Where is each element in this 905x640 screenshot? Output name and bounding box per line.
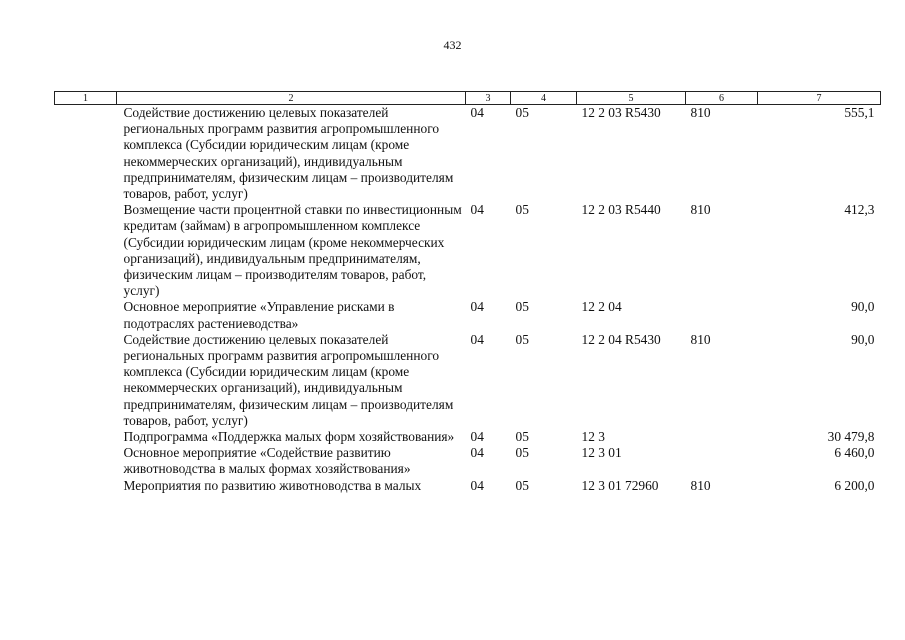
- amount: 30 479,8: [827, 429, 875, 445]
- item-name: Мероприятия по развитию животноводства в малых: [123, 477, 422, 493]
- section-code: 04: [470, 477, 484, 493]
- column-header-6: 6: [686, 92, 758, 105]
- table-row: [55, 299, 881, 331]
- amount: 6 460,0: [834, 445, 875, 461]
- section-code: 04: [470, 445, 484, 461]
- amount: 6 200,0: [834, 477, 875, 493]
- table-row: [55, 202, 881, 299]
- budget-table: [54, 91, 881, 494]
- column-header-4: 4: [511, 92, 577, 105]
- item-name: Возмещение части процентной ставки по инвестиционным кредитам (займам) в агропромышленном комплексе (Субсидии юридическим лицам (кроме некоммерческих организаций), индивидуальным предпринимателям, физическим лицам – производителям товаров, работ, услуг): [123, 202, 462, 299]
- subsection-code: 05: [515, 202, 529, 218]
- table-row: [55, 429, 881, 445]
- target-article-code: 12 2 04: [581, 299, 622, 315]
- row-number-cell: [55, 429, 117, 445]
- section-code: 04: [470, 105, 484, 120]
- section-code: 04: [470, 331, 484, 347]
- column-header-5: 5: [577, 92, 686, 105]
- amount: 90,0: [851, 331, 875, 347]
- table-header-row: [55, 92, 881, 105]
- row-number-cell: [55, 202, 117, 299]
- subsection-code: 05: [515, 299, 529, 315]
- row-number-cell: [55, 445, 117, 477]
- item-name: Основное мероприятие «Управление рисками в подотраслях растениеводства»: [123, 299, 395, 331]
- row-number-cell: [55, 105, 117, 203]
- table-row: [55, 332, 881, 429]
- expense-type-code: 810: [690, 202, 711, 218]
- column-header-3: 3: [466, 92, 511, 105]
- table-row: [55, 105, 881, 203]
- target-article-code: 12 3 01 72960: [581, 477, 659, 493]
- expense-type-code: 810: [690, 477, 711, 493]
- page-number: 432: [443, 38, 462, 52]
- table-row: [55, 478, 881, 494]
- section-code: 04: [470, 429, 484, 445]
- subsection-code: 05: [515, 429, 529, 445]
- subsection-code: 05: [515, 445, 529, 461]
- item-name: Содействие достижению целевых показателей региональных программ развития агропромышленного комплекса (Субсидии юридическим лицам (кроме некоммерческих организаций), индивидуальным предпринимателям, физическим лицам – производителям товаров, работ, услуг): [123, 331, 454, 428]
- subsection-code: 05: [515, 331, 529, 347]
- section-code: 04: [470, 299, 484, 315]
- target-article-code: 12 2 04 R5430: [581, 331, 661, 347]
- item-name: Основное мероприятие «Содействие развитию животноводства в малых формах хозяйствования»: [123, 445, 411, 477]
- column-header-1: 1: [55, 92, 117, 105]
- expense-type-code: 810: [690, 331, 711, 347]
- expense-type-code: [686, 299, 758, 331]
- amount: 555,1: [844, 105, 875, 120]
- expense-type-code: [686, 445, 758, 477]
- amount: 90,0: [851, 299, 875, 315]
- amount: 412,3: [844, 202, 875, 218]
- row-number-cell: [55, 299, 117, 331]
- section-code: 04: [470, 202, 484, 218]
- subsection-code: 05: [515, 477, 529, 493]
- row-number-cell: [55, 332, 117, 429]
- expense-type-code: 810: [690, 105, 711, 120]
- item-name: Содействие достижению целевых показателей региональных программ развития агропромышленного комплекса (Субсидии юридическим лицам (кроме некоммерческих организаций), индивидуальным предпринимателям, физическим лицам – производителям товаров, работ, услуг): [123, 105, 454, 202]
- table-row: [55, 445, 881, 477]
- expense-type-code: [686, 429, 758, 445]
- row-number-cell: [55, 478, 117, 494]
- target-article-code: 12 2 03 R5440: [581, 202, 661, 218]
- target-article-code: 12 3: [581, 429, 605, 445]
- column-header-7: 7: [758, 92, 881, 105]
- target-article-code: 12 3 01: [581, 445, 622, 461]
- column-header-2: 2: [117, 92, 466, 105]
- item-name: Подпрограмма «Поддержка малых форм хозяйствования»: [123, 429, 455, 445]
- target-article-code: 12 2 03 R5430: [581, 105, 661, 120]
- subsection-code: 05: [515, 105, 529, 120]
